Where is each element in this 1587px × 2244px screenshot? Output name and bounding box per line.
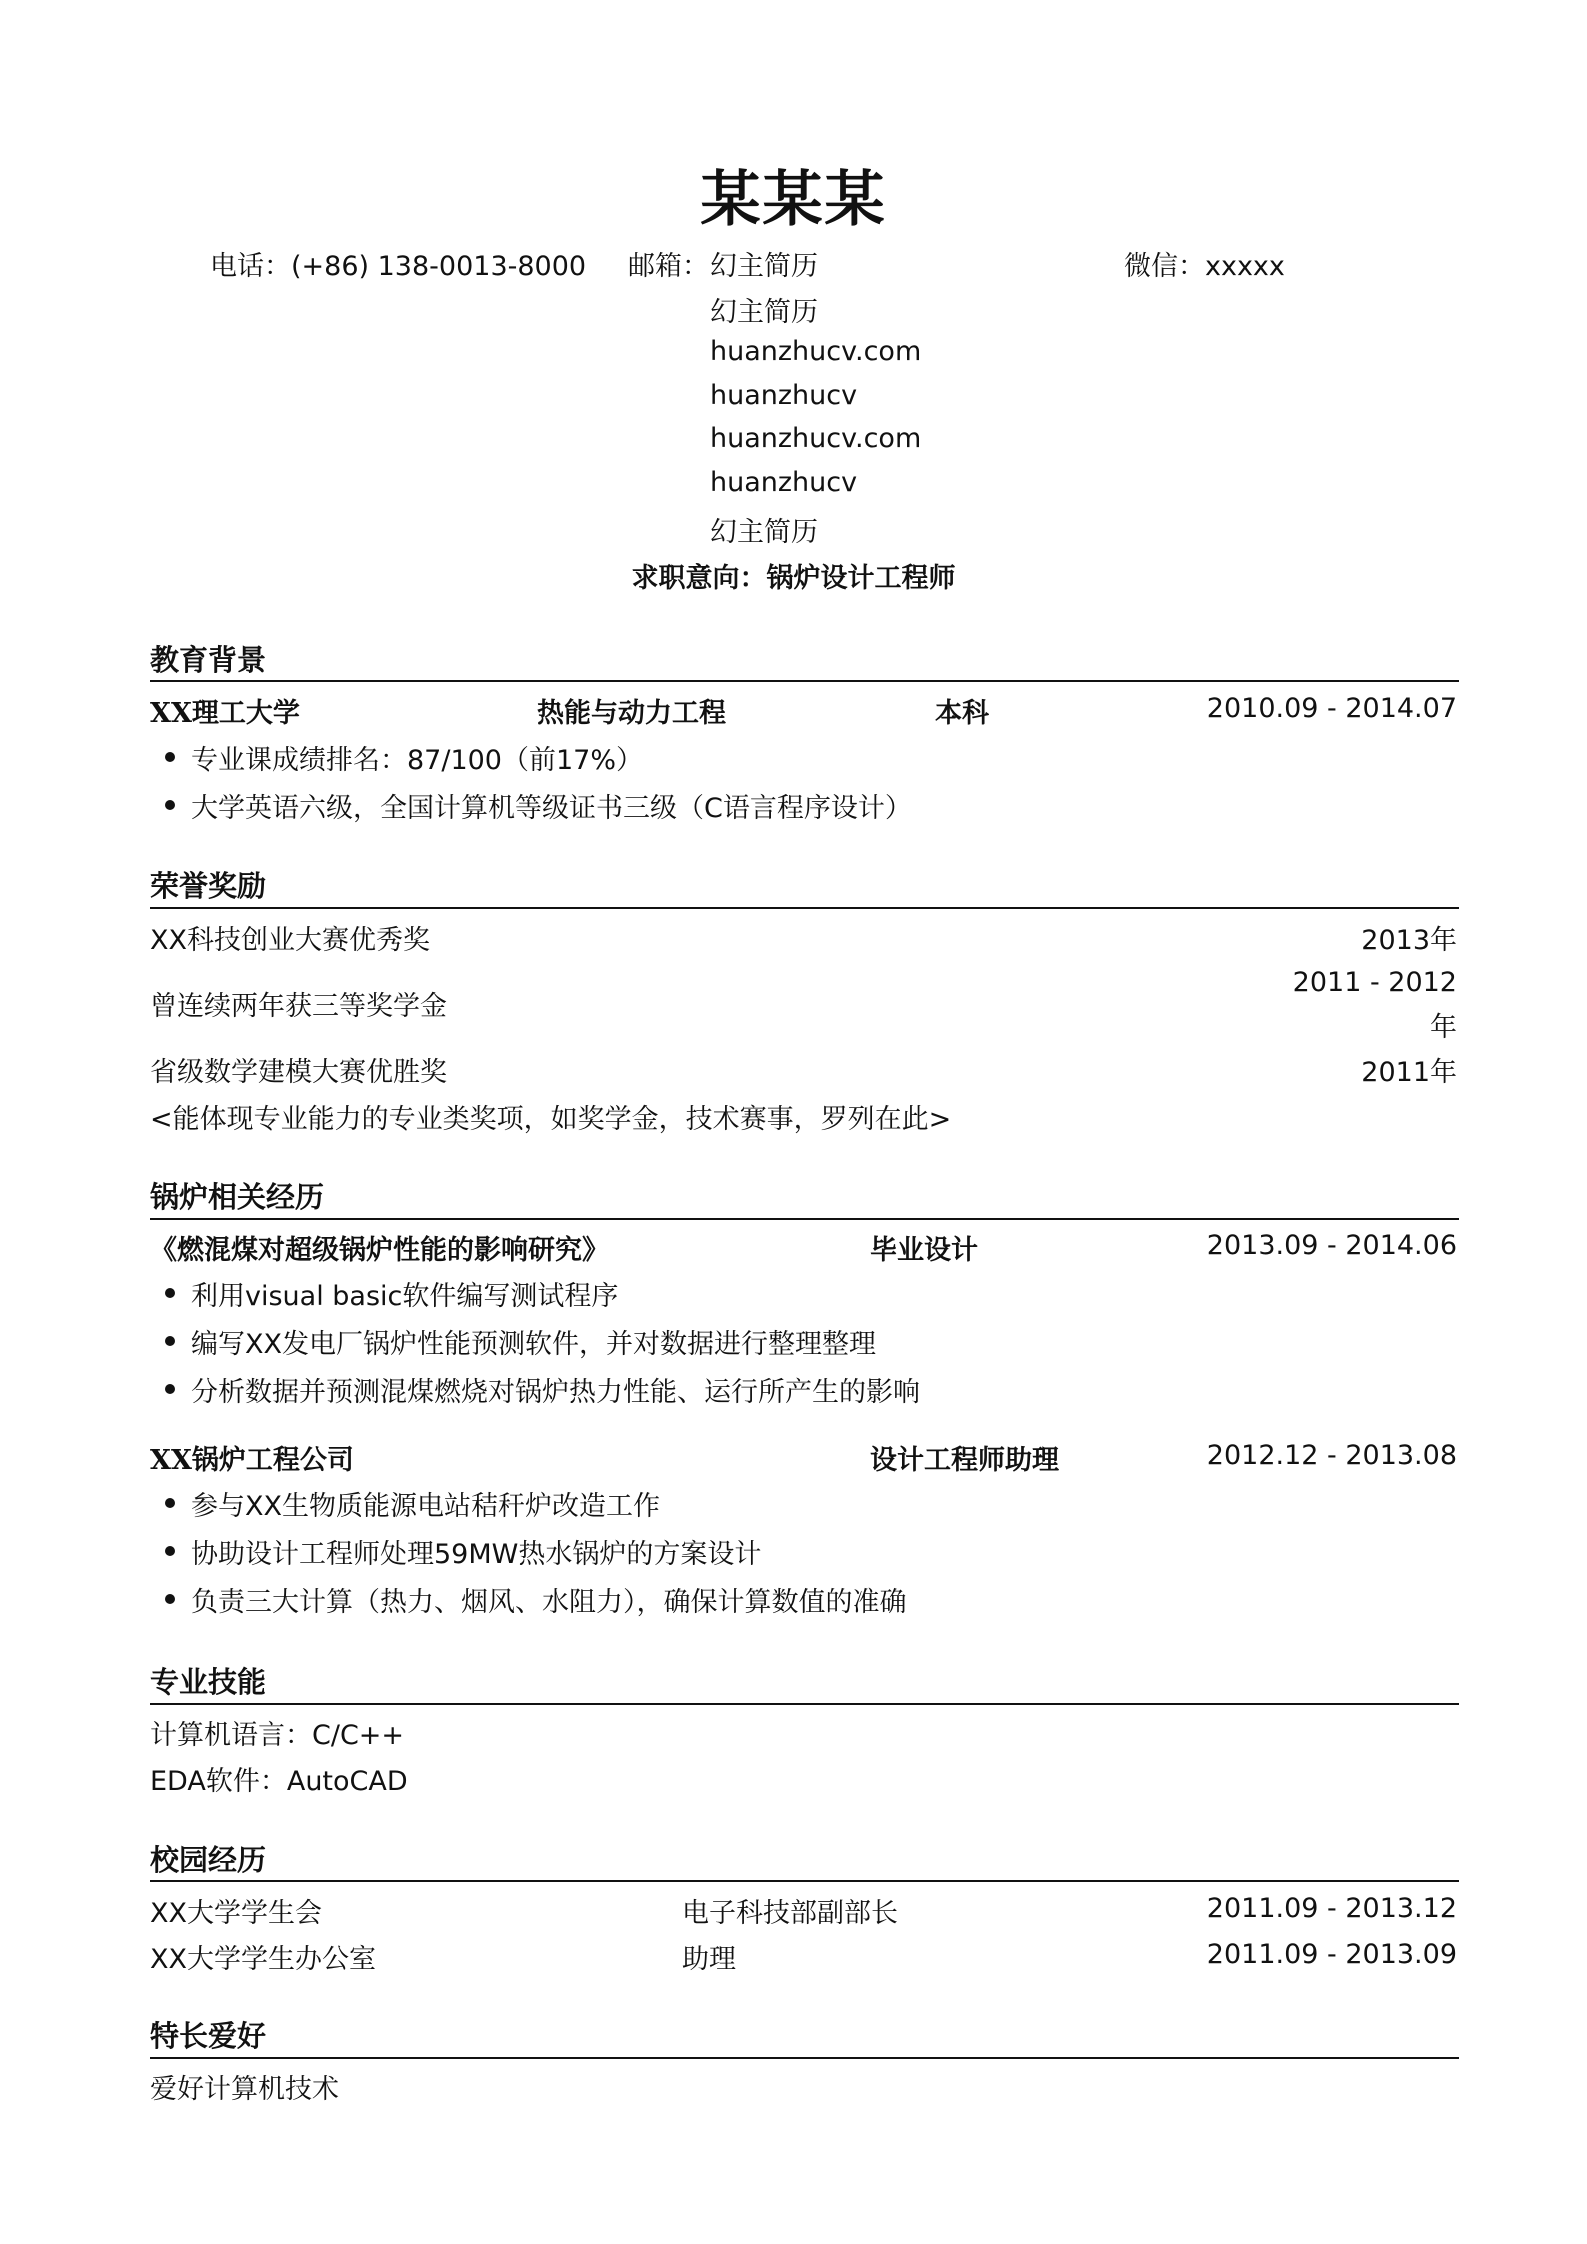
campus-role: 电子科技部副部长 bbox=[682, 1898, 898, 1929]
campus-org: XX大学学生会 bbox=[150, 1898, 322, 1929]
experience-date: 2012.12 - 2013.08 bbox=[1206, 1440, 1457, 1471]
honor-date: 2013年 bbox=[1361, 925, 1457, 956]
bullet-dot bbox=[165, 800, 175, 810]
job-objective: 求职意向：锅炉设计工程师 bbox=[631, 563, 956, 594]
campus-role: 助理 bbox=[682, 1944, 736, 1975]
honor-name: 曾连续两年获三等奖学金 bbox=[150, 991, 447, 1022]
section-divider bbox=[150, 680, 1459, 682]
education-bullet: 专业课成绩排名：87/100（前17%） bbox=[191, 745, 643, 776]
experience-bullet: 协助设计工程师处理59MW热水锅炉的方案设计 bbox=[191, 1539, 762, 1570]
experience-date: 2013.09 - 2014.06 bbox=[1206, 1230, 1457, 1261]
experience-org: 《燃混煤对超级锅炉性能的影响研究》 bbox=[150, 1235, 609, 1266]
skill-item: 计算机语言：C/C++ bbox=[150, 1720, 405, 1751]
experience-bullet: 利用visual basic软件编写测试程序 bbox=[191, 1281, 619, 1312]
experience-role: 设计工程师助理 bbox=[870, 1445, 1059, 1476]
bullet-dot bbox=[165, 1594, 175, 1604]
section-divider bbox=[150, 1880, 1459, 1882]
phone: 电话：(+86) 138-0013-8000 bbox=[210, 251, 587, 282]
experience-bullet: 编写XX发电厂锅炉性能预测软件，并对数据进行整理整理 bbox=[191, 1329, 876, 1360]
honor-name: XX科技创业大赛优秀奖 bbox=[150, 925, 430, 956]
honor-name: 省级数学建模大赛优胜奖 bbox=[150, 1057, 447, 1088]
hobby-item: 爱好计算机技术 bbox=[150, 2074, 339, 2105]
skill-item: EDA软件：AutoCAD bbox=[150, 1766, 408, 1797]
bullet-dot bbox=[165, 752, 175, 762]
education-school: XX理工大学 bbox=[150, 698, 300, 729]
section-divider bbox=[150, 907, 1459, 909]
email-line: 幻主简历 bbox=[710, 517, 818, 548]
bullet-dot bbox=[165, 1336, 175, 1346]
section-divider bbox=[150, 1218, 1459, 1220]
section-divider bbox=[150, 1703, 1459, 1705]
email-line: huanzhucv.com bbox=[710, 423, 922, 454]
candidate-name: 某某某 bbox=[700, 165, 887, 235]
experience-org: XX锅炉工程公司 bbox=[150, 1445, 354, 1476]
email-line: huanzhucv bbox=[710, 467, 858, 498]
section-title-hobbies: 特长爱好 bbox=[150, 2019, 267, 2053]
honor-date: 2011年 bbox=[1361, 1057, 1457, 1088]
education-major: 热能与动力工程 bbox=[537, 698, 726, 729]
section-divider bbox=[150, 2057, 1459, 2059]
section-title-education: 教育背景 bbox=[150, 643, 267, 677]
experience-role: 毕业设计 bbox=[870, 1235, 978, 1266]
honor-date: 年 bbox=[1430, 1012, 1457, 1043]
section-title-skills: 专业技能 bbox=[150, 1665, 267, 1699]
bullet-dot bbox=[165, 1288, 175, 1298]
section-title-honors: 荣誉奖励 bbox=[150, 869, 267, 903]
education-date: 2010.09 - 2014.07 bbox=[1206, 693, 1457, 724]
email-line: 幻主简历 bbox=[710, 251, 818, 282]
bullet-dot bbox=[165, 1384, 175, 1394]
email-label: 邮箱： bbox=[628, 251, 709, 282]
education-degree: 本科 bbox=[935, 698, 989, 729]
experience-bullet: 参与XX生物质能源电站秸秆炉改造工作 bbox=[191, 1491, 660, 1522]
experience-bullet: 负责三大计算（热力、烟风、水阻力），确保计算数值的准确 bbox=[191, 1587, 907, 1618]
honors-note: <能体现专业能力的专业类奖项，如奖学金，技术赛事，罗列在此> bbox=[150, 1104, 952, 1135]
bullet-dot bbox=[165, 1498, 175, 1508]
email-line: huanzhucv.com bbox=[710, 336, 922, 367]
education-bullet: 大学英语六级，全国计算机等级证书三级（C语言程序设计） bbox=[191, 793, 912, 824]
campus-date: 2011.09 - 2013.09 bbox=[1206, 1939, 1457, 1970]
experience-bullet: 分析数据并预测混煤燃烧对锅炉热力性能、运行所产生的影响 bbox=[191, 1377, 920, 1408]
campus-org: XX大学学生办公室 bbox=[150, 1944, 376, 1975]
email-line: 幻主简历 bbox=[710, 297, 818, 328]
campus-date: 2011.09 - 2013.12 bbox=[1206, 1893, 1457, 1924]
wechat: 微信：xxxxx bbox=[1124, 251, 1285, 282]
honor-date: 2011 - 2012 bbox=[1292, 967, 1457, 998]
email-line: huanzhucv bbox=[710, 380, 858, 411]
section-title-campus: 校园经历 bbox=[150, 1843, 267, 1877]
section-title-experience: 锅炉相关经历 bbox=[150, 1180, 325, 1214]
bullet-dot bbox=[165, 1546, 175, 1556]
